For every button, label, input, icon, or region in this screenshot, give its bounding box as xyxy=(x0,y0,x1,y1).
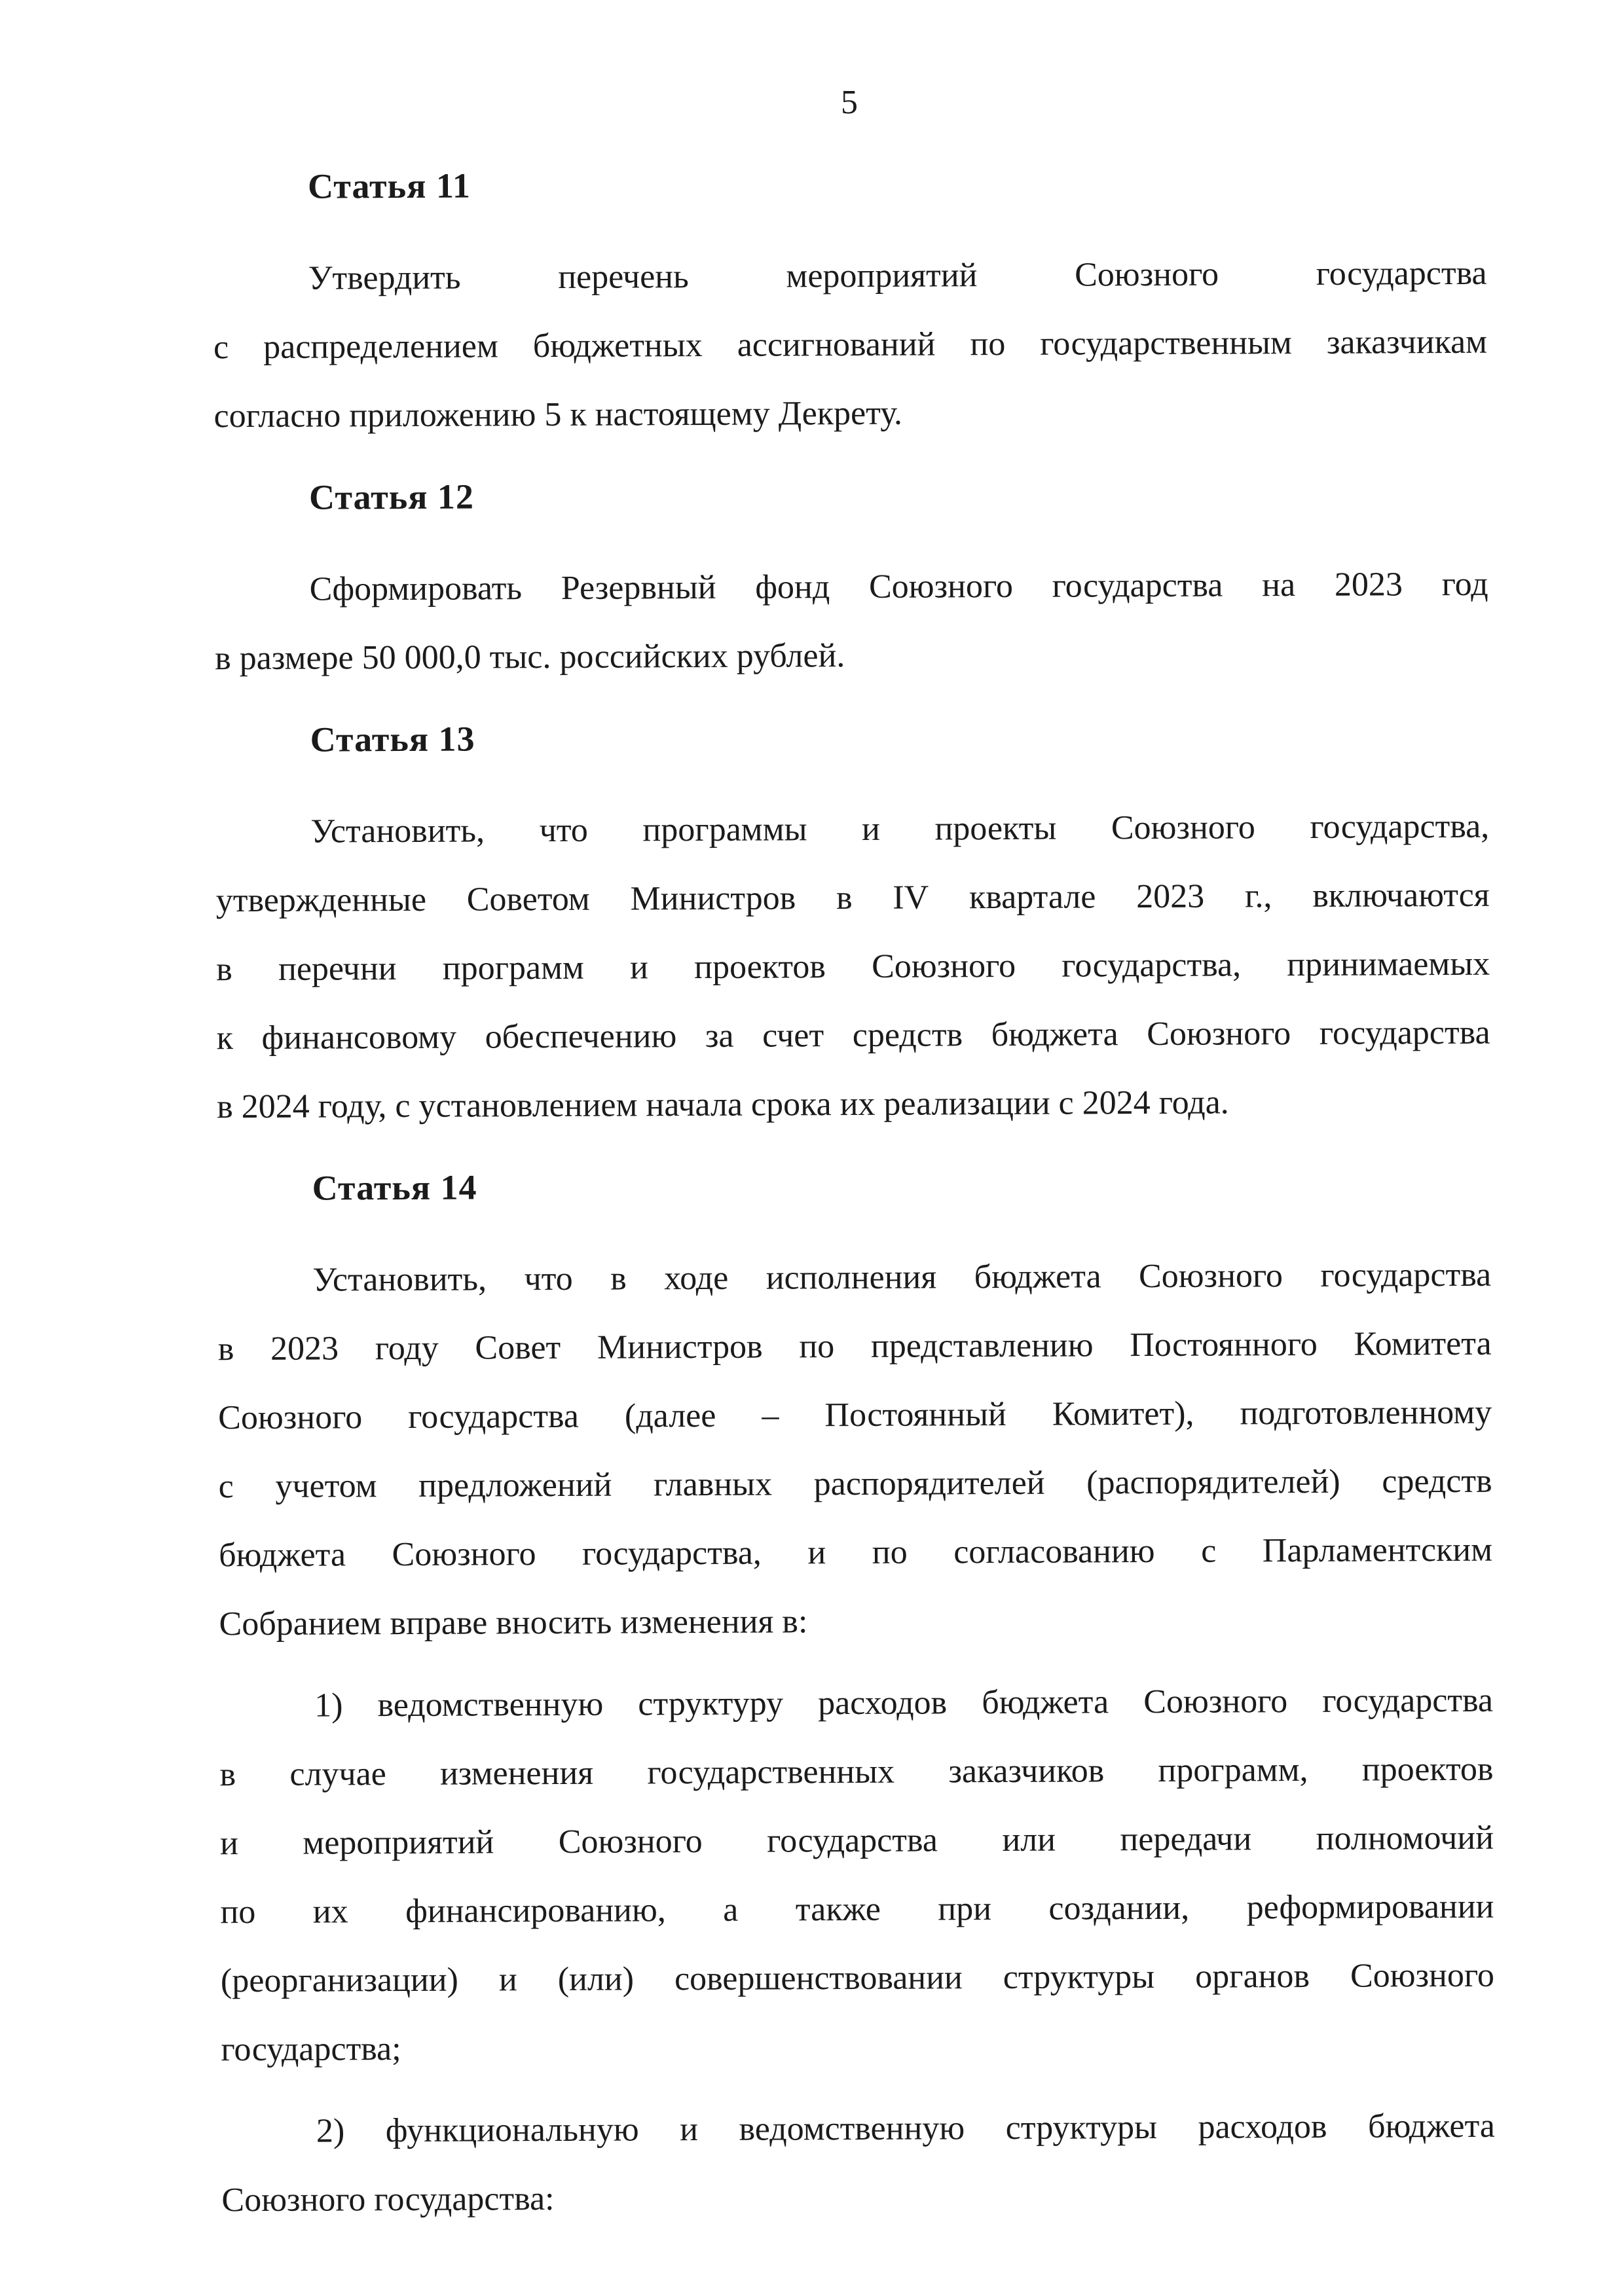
word: Министров xyxy=(597,1328,763,1366)
word: счет xyxy=(762,1017,824,1055)
text-line xyxy=(218,1309,1492,1383)
word: году xyxy=(375,1329,439,1368)
word: государства xyxy=(767,1821,938,1860)
text-line: в размере 50 000,0 тыс. российских рублей. xyxy=(215,637,845,678)
word: государства xyxy=(408,1397,580,1436)
word: государства, xyxy=(1310,807,1490,846)
word: предложений xyxy=(418,1466,612,1504)
word: и xyxy=(219,1825,239,1863)
word: Утвердить xyxy=(308,259,461,297)
word: ведомственную xyxy=(739,2109,965,2148)
word: органов xyxy=(1195,1957,1310,1995)
text-line xyxy=(216,930,1490,1004)
word: создании, xyxy=(1048,1889,1190,1927)
word: финансовому xyxy=(261,1018,457,1057)
word: с xyxy=(1201,1532,1217,1570)
text-line xyxy=(219,1666,1493,1740)
text-line xyxy=(213,239,1486,313)
word: Советом xyxy=(466,880,590,919)
word: ходе xyxy=(664,1259,729,1298)
text-line: согласно приложению 5 к настоящему Декрету. xyxy=(213,394,903,435)
word: случае xyxy=(289,1755,386,1793)
article-heading: Статья 12 xyxy=(308,477,475,517)
word: Союзного xyxy=(1138,1257,1283,1296)
word: за xyxy=(705,1017,734,1055)
word: программ xyxy=(442,949,584,987)
article-heading: Статья 13 xyxy=(310,719,475,759)
word: Союзного xyxy=(1143,1683,1288,1721)
word: государства xyxy=(1320,1256,1492,1294)
word: Установить, xyxy=(310,812,485,850)
word: расходов xyxy=(1198,2107,1327,2146)
word: бюджета xyxy=(974,1258,1101,1296)
word: в xyxy=(216,951,232,989)
word: заказчиков xyxy=(948,1752,1105,1791)
word: мероприятий xyxy=(786,257,978,295)
page-number: 5 xyxy=(840,83,858,122)
paragraph xyxy=(217,1241,1493,1658)
word: проектов xyxy=(694,948,826,987)
word: распорядителей xyxy=(813,1464,1045,1503)
word: совершенствовании xyxy=(674,1959,963,1998)
word: по xyxy=(970,325,1006,363)
word: фонд xyxy=(755,568,830,606)
word: Союзного xyxy=(1075,255,1219,294)
word: перечни xyxy=(278,950,397,988)
word: 2023 xyxy=(1136,877,1205,916)
article-heading: Статья 14 xyxy=(312,1167,477,1208)
word: государства xyxy=(1322,1681,1494,1720)
text-line xyxy=(218,1378,1492,1452)
word: принимаемых xyxy=(1287,945,1490,984)
word: главных xyxy=(653,1465,773,1504)
word: 1) xyxy=(314,1686,343,1724)
word: и xyxy=(498,1961,517,1999)
word: расходов xyxy=(818,1684,948,1722)
text-line xyxy=(220,1872,1494,1946)
word: государства xyxy=(1319,1013,1490,1052)
word: согласованию xyxy=(953,1532,1155,1571)
word: Установить, xyxy=(312,1260,487,1299)
text-line xyxy=(221,1941,1494,2015)
word: (реорганизации) xyxy=(220,1961,458,2000)
word: проекты xyxy=(934,809,1057,848)
word: включаются xyxy=(1312,876,1490,915)
word: структуры xyxy=(1005,2108,1158,2147)
word: бюджета xyxy=(991,1015,1118,1054)
word: программ, xyxy=(1158,1751,1308,1789)
word: подготовленному xyxy=(1240,1393,1492,1432)
word: функциональную xyxy=(385,2111,639,2150)
text-line: Союзного государства: xyxy=(221,2180,555,2219)
word: Союзного xyxy=(218,1398,363,1437)
word: по xyxy=(220,1893,256,1931)
word: к xyxy=(216,1019,234,1057)
word: Союзного xyxy=(1147,1015,1291,1053)
word: (далее xyxy=(624,1396,716,1435)
text-line xyxy=(216,861,1490,935)
word: IV xyxy=(893,879,929,917)
word: Союзного xyxy=(392,1535,536,1574)
word: и xyxy=(861,810,881,848)
text-line: государства; xyxy=(221,2030,401,2069)
word: с xyxy=(218,1468,234,1506)
text-line: в 2024 году, с установлением начала срока их реализации с 2024 года. xyxy=(217,1084,1229,1126)
word: государственным xyxy=(1040,324,1293,363)
word: Союзного xyxy=(872,947,1016,985)
word: бюджетных xyxy=(532,326,703,365)
word: учетом xyxy=(275,1467,377,1505)
word: изменения xyxy=(439,1754,594,1793)
word: Сформировать xyxy=(309,570,523,608)
word: государства xyxy=(1316,254,1487,293)
word: на xyxy=(1262,566,1296,604)
paragraph xyxy=(215,792,1490,1141)
word: полномочий xyxy=(1316,1819,1494,1857)
word: Постоянный xyxy=(824,1395,1006,1434)
word: Союзного xyxy=(1111,809,1255,847)
word: структуры xyxy=(1003,1958,1155,1997)
paragraph xyxy=(213,239,1487,450)
text-line xyxy=(219,1735,1493,1809)
word: Совет xyxy=(475,1328,561,1367)
word: и xyxy=(680,2111,699,2149)
word: бюджета xyxy=(982,1683,1109,1722)
word: средств xyxy=(852,1016,963,1055)
word: проектов xyxy=(1361,1750,1494,1789)
word: Комитет), xyxy=(1052,1394,1194,1433)
word: по xyxy=(799,1328,835,1366)
word: заказчикам xyxy=(1326,323,1488,361)
word: исполнения xyxy=(766,1258,937,1297)
word: Союзного xyxy=(558,1823,703,1861)
word: по xyxy=(872,1533,908,1571)
word: (распорядителей) xyxy=(1086,1463,1340,1502)
paragraph xyxy=(221,2092,1496,2234)
word: бюджета xyxy=(1367,2107,1496,2145)
word: государства xyxy=(1052,566,1223,605)
text-line xyxy=(220,1804,1494,1878)
article-heading: Статья 11 xyxy=(307,166,471,206)
word: Постоянного xyxy=(1130,1325,1318,1364)
word: 2023 xyxy=(270,1330,339,1368)
word: ассигнований xyxy=(737,325,936,364)
word: год xyxy=(1441,565,1488,604)
word: бюджета xyxy=(219,1536,346,1575)
word: Парламентским xyxy=(1262,1531,1493,1570)
word: Комитета xyxy=(1354,1324,1492,1363)
word: их xyxy=(312,1893,348,1931)
word: реформировании xyxy=(1246,1887,1494,1927)
word: перечень xyxy=(558,258,689,296)
word: и xyxy=(629,949,649,987)
word: квартале xyxy=(969,878,1096,917)
text-line xyxy=(215,792,1489,866)
word: что xyxy=(524,1260,573,1298)
word: обеспечению xyxy=(485,1017,677,1056)
word: распределением xyxy=(263,327,498,366)
word: мероприятий xyxy=(303,1823,494,1862)
paragraph xyxy=(214,550,1488,693)
word: 2) xyxy=(316,2112,345,2150)
word: Министров xyxy=(630,879,796,918)
word: государства, xyxy=(581,1534,762,1573)
word: при xyxy=(938,1890,992,1928)
word: (или) xyxy=(557,1960,635,1998)
word: передачи xyxy=(1120,1820,1252,1859)
word: Резервный xyxy=(561,568,716,607)
word: в xyxy=(836,879,853,917)
word: 2023 xyxy=(1334,566,1403,604)
word: государства, xyxy=(1061,946,1242,985)
text-line xyxy=(218,1447,1492,1521)
word: программы xyxy=(642,811,807,849)
document-body xyxy=(213,147,1496,2234)
word: г., xyxy=(1244,877,1272,915)
word: и xyxy=(807,1534,826,1572)
text-line xyxy=(217,1241,1491,1315)
word: государственных xyxy=(647,1753,895,1792)
text-line xyxy=(213,308,1487,382)
text-line xyxy=(216,998,1490,1072)
word: структуру xyxy=(638,1685,784,1723)
word: представлению xyxy=(870,1326,1094,1365)
word: в xyxy=(217,1330,234,1368)
word: с xyxy=(213,329,229,367)
word: Союзного xyxy=(868,567,1014,606)
word: финансированию, xyxy=(405,1891,666,1930)
word: ведомственную xyxy=(377,1685,604,1724)
word: утвержденные xyxy=(215,881,427,920)
paragraph xyxy=(219,1666,1495,2084)
word: в xyxy=(610,1260,627,1298)
word: в xyxy=(219,1756,236,1794)
text-line xyxy=(221,2092,1495,2166)
word: Союзного xyxy=(1350,1956,1495,1995)
word: что xyxy=(539,811,588,850)
word: или xyxy=(1002,1821,1056,1859)
text-line: Собранием вправе вносить изменения в: xyxy=(219,1603,808,1643)
word: а xyxy=(723,1891,739,1929)
word: – xyxy=(762,1396,779,1434)
text-line xyxy=(219,1516,1492,1590)
word: средств xyxy=(1382,1462,1492,1501)
word: также xyxy=(795,1890,881,1929)
document-content xyxy=(212,65,1495,2234)
text-line xyxy=(214,550,1488,624)
